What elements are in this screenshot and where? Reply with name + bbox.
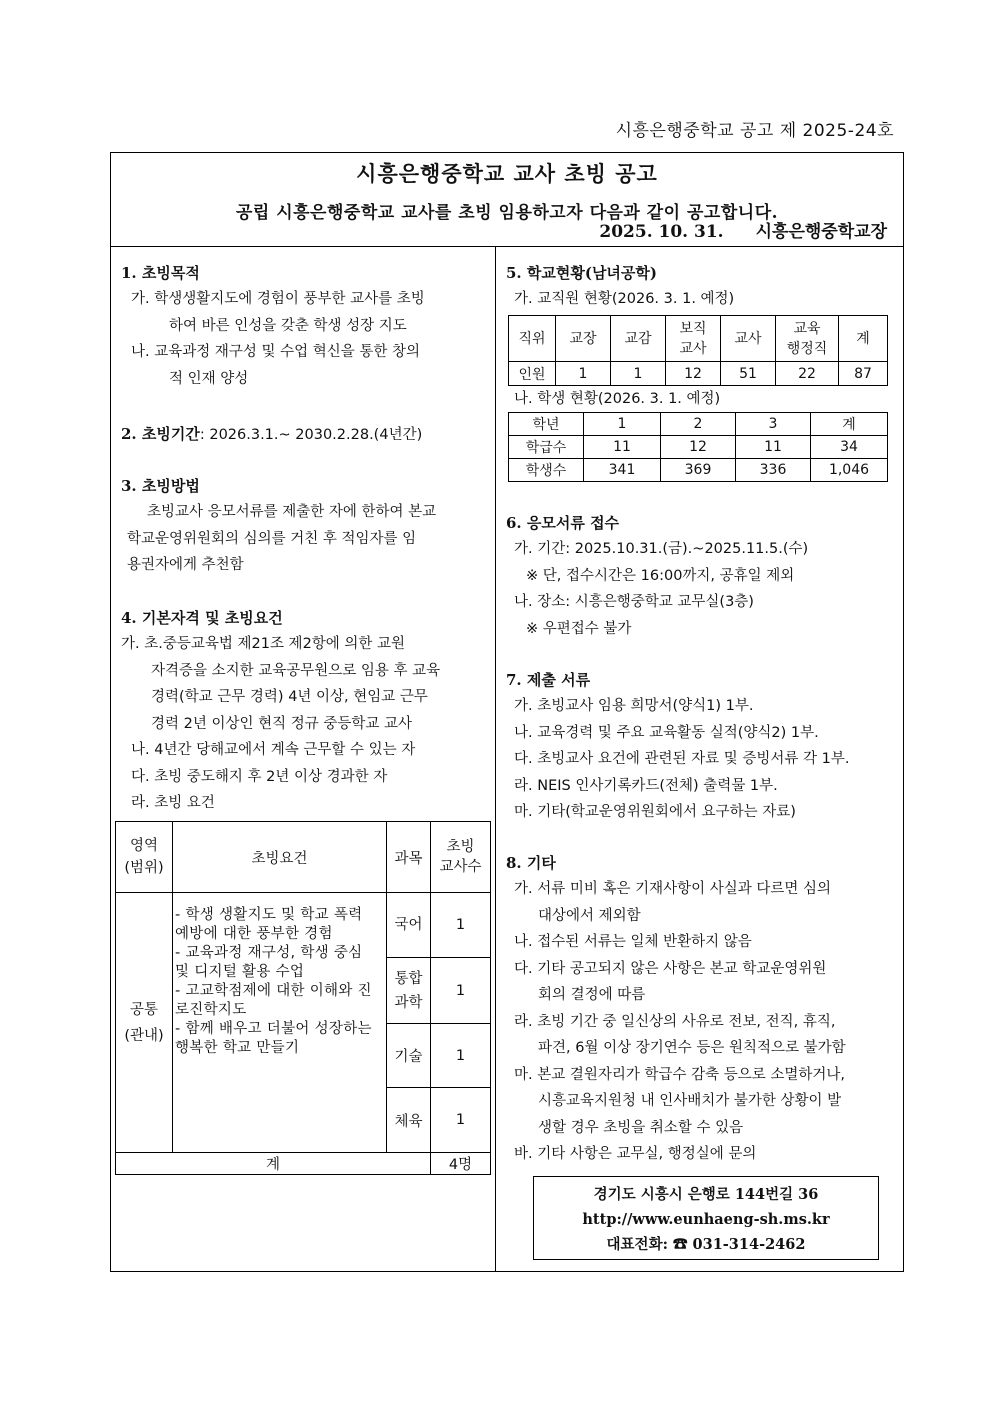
notice-header (111, 153, 903, 247)
s3-line-1: 초빙교사 응모서류를 제출한 자에 한하여 본교 (147, 504, 437, 520)
s6-item-a: 가. 기간: 2025.10.31.(금).~2025.11.5.(수) (514, 541, 809, 557)
student-cell: 341 (584, 459, 661, 482)
section-6-title: 6. 응모서류 접수 (506, 514, 620, 532)
notice-number: 시흥은행중학교 공고 제 2025-24호 (615, 121, 894, 141)
s3-line-2: 학교운영위원회의 심의를 거친 후 적임자를 임 (127, 530, 417, 547)
s8-item-d: 라. 초빙 기간 중 일신상의 사유로 전보, 전직, 휴직, (514, 1013, 836, 1030)
student-count-row (509, 459, 888, 482)
req-subject: 통합 과학 (387, 958, 431, 1024)
contact-box (533, 1176, 879, 1260)
section-3-title: 3. 초빙방법 (121, 477, 200, 495)
s8-item-a-cont: 대상에서 제외함 (538, 907, 641, 924)
student-header-row (509, 413, 888, 436)
req-subject: 기술 (387, 1024, 431, 1088)
student-cell: 1,046 (811, 459, 888, 482)
staff-cell: 교육 행정직 (776, 316, 839, 362)
s6-item-b-note: ※ 우편접수 불가 (526, 620, 632, 637)
student-table (508, 412, 888, 482)
student-cell: 11 (584, 436, 661, 459)
notice-date-issuer (599, 217, 887, 242)
student-cell: 학생수 (509, 459, 584, 482)
section-8-title: 8. 기타 (506, 854, 556, 872)
section-5-title: 5. 학교현황(남녀공학) (506, 264, 657, 282)
staff-value-row (509, 362, 888, 386)
staff-cell: 12 (666, 362, 721, 386)
s8-item-e-cont-2: 생할 경우 초빙을 취소할 수 있음 (538, 1119, 744, 1136)
staff-cell: 1 (611, 362, 666, 386)
req-count: 1 (431, 958, 491, 1024)
req-area: 공통 (관내) (116, 893, 173, 1153)
req-count: 1 (431, 893, 491, 958)
s1-item-a: 가. 학생생활지도에 경험이 풍부한 교사를 초빙 (131, 291, 425, 307)
s1-item-a-cont: 하여 바른 인성을 갖춘 학생 성장 지도 (169, 317, 407, 334)
s7-item-b: 나. 교육경력 및 주요 교육활동 실적(양식2) 1부. (514, 724, 819, 741)
notice-title: 시흥은행중학교 교사 초빙 공고 (356, 161, 658, 186)
staff-cell: 보직 교사 (666, 316, 721, 362)
req-total-value: 4명 (431, 1153, 491, 1175)
s5-item-a: 가. 교직원 현황(2026. 3. 1. 예정) (514, 291, 735, 307)
section-2 (121, 421, 489, 449)
s6-item-a-note: ※ 단, 접수시간은 16:00까지, 공휴일 제외 (526, 567, 795, 584)
student-cell: 336 (736, 459, 811, 482)
s4-item-a-cont-1: 자격증을 소지한 교육공무원으로 임용 후 교육 (151, 662, 441, 679)
s8-item-e-cont-1: 시흥교육지원청 내 인사배치가 불가한 상황이 발 (538, 1093, 842, 1109)
notice-issuer: 시흥은행중학교장 (755, 222, 887, 242)
student-cell: 12 (661, 436, 736, 459)
req-count: 1 (431, 1024, 491, 1088)
req-header-requirements: 초빙요건 (173, 822, 387, 893)
s2-value: : 2026.3.1.~ 2030.2.28.(4년간) (199, 427, 423, 443)
req-subject: 체육 (387, 1088, 431, 1153)
requirements-table (115, 821, 491, 1175)
student-cell: 34 (811, 436, 888, 459)
req-header-area: 영역 (범위) (116, 822, 173, 893)
section-2-title: 2. 초빙기간 (121, 425, 200, 443)
s7-item-d: 라. NEIS 인사기록카드(전체) 출력물 1부. (514, 777, 778, 794)
s4-item-a-cont-2: 경력(학교 근무 경력) 4년 이상, 현임교 근무 (151, 689, 428, 705)
student-classes-row (509, 436, 888, 459)
s7-item-a: 가. 초빙교사 임용 희망서(양식1) 1부. (514, 698, 754, 714)
staff-table (508, 315, 888, 386)
notice-date: 2025. 10. 31. (599, 222, 724, 242)
contact-phone: 대표전화: ☎ 031-314-2462 (606, 1236, 806, 1253)
s5-item-b: 나. 학생 현황(2026. 3. 1. 예정) (514, 391, 721, 407)
s4-item-c: 다. 초빙 중도해지 후 2년 이상 경과한 자 (131, 768, 388, 785)
student-cell: 학년 (509, 413, 584, 436)
staff-cell: 22 (776, 362, 839, 386)
section-4-title: 4. 기본자격 및 초빙요건 (121, 609, 283, 627)
req-count: 1 (431, 1088, 491, 1153)
s8-item-b: 나. 접수된 서류는 일체 반환하지 않음 (514, 934, 752, 950)
s7-item-e: 마. 기타(학교운영위원회에서 요구하는 자료) (514, 804, 796, 820)
s8-item-a: 가. 서류 미비 혹은 기재사항이 사실과 다르면 심의 (514, 881, 832, 897)
staff-header-row (509, 316, 888, 362)
s8-item-f: 바. 기타 사항은 교무실, 행정실에 문의 (514, 1146, 757, 1162)
student-cell: 3 (736, 413, 811, 436)
s4-item-a: 가. 초.중등교육법 제21조 제2항에 의한 교원 (121, 636, 406, 652)
student-cell: 학급수 (509, 436, 584, 459)
s8-item-c-cont: 회의 결정에 따름 (538, 987, 646, 1003)
s4-item-b: 나. 4년간 당해교에서 계속 근무할 수 있는 자 (131, 742, 416, 758)
req-header-subject: 과목 (387, 822, 431, 893)
req-total-label: 계 (116, 1153, 431, 1175)
student-cell: 계 (811, 413, 888, 436)
left-column (111, 246, 495, 1271)
contact-url[interactable]: http://www.eunhaeng-sh.ms.kr (582, 1211, 830, 1228)
student-cell: 369 (661, 459, 736, 482)
s4-item-d: 라. 초빙 요건 (131, 795, 215, 811)
staff-cell: 계 (839, 316, 888, 362)
s3-line-3: 용권자에게 추천함 (127, 557, 244, 573)
s8-item-d-cont: 파견, 6월 이상 장기연수 등은 원칙적으로 불가함 (538, 1040, 846, 1056)
student-cell: 1 (584, 413, 661, 436)
notice-subtitle: 공립 시흥은행중학교 교사를 초빙 임용하고자 다음과 같이 공고합니다. (235, 203, 779, 223)
s1-item-b: 나. 교육과정 재구성 및 수업 혁신을 통한 창의 (131, 344, 420, 360)
s8-item-c: 다. 기타 공고되지 않은 사항은 본교 학교운영위원 (514, 960, 827, 977)
staff-cell: 51 (721, 362, 776, 386)
section-7-title: 7. 제출 서류 (506, 671, 591, 689)
student-cell: 11 (736, 436, 811, 459)
notice-frame (110, 152, 904, 1272)
staff-cell: 교장 (556, 316, 611, 362)
s7-item-c: 다. 초빙교사 요건에 관련된 자료 및 증빙서류 각 1부. (514, 751, 850, 767)
s6-item-b: 나. 장소: 시흥은행중학교 교무실(3층) (514, 594, 754, 610)
req-header-count: 초빙 교사수 (431, 822, 491, 893)
req-requirements: - 학생 생활지도 및 학교 폭력 예방에 대한 풍부한 경험 - 교육과정 재구성, 학생 중심 및 디지털 활용 수업 - 고교학점제에 대한 이해와 진로진학지도 - 함께 배우고 더불어 성장하는 행복한 학교 만들기 (173, 893, 387, 1153)
staff-cell: 인원 (509, 362, 556, 386)
section-1-title: 1. 초빙목적 (121, 264, 200, 282)
student-cell: 2 (661, 413, 736, 436)
req-subject: 국어 (387, 893, 431, 958)
staff-cell: 1 (556, 362, 611, 386)
right-column (496, 246, 903, 1271)
staff-cell: 교감 (611, 316, 666, 362)
staff-cell: 직위 (509, 316, 556, 362)
s8-item-e: 마. 본교 결원자리가 학급수 감축 등으로 소멸하거나, (514, 1066, 846, 1083)
s4-item-a-cont-3: 경력 2년 이상인 현직 정규 중등학교 교사 (151, 715, 412, 732)
staff-cell: 87 (839, 362, 888, 386)
s1-item-b-cont: 적 인재 양성 (169, 370, 249, 387)
contact-address: 경기도 시흥시 은행로 144번길 36 (593, 1186, 819, 1203)
staff-cell: 교사 (721, 316, 776, 362)
